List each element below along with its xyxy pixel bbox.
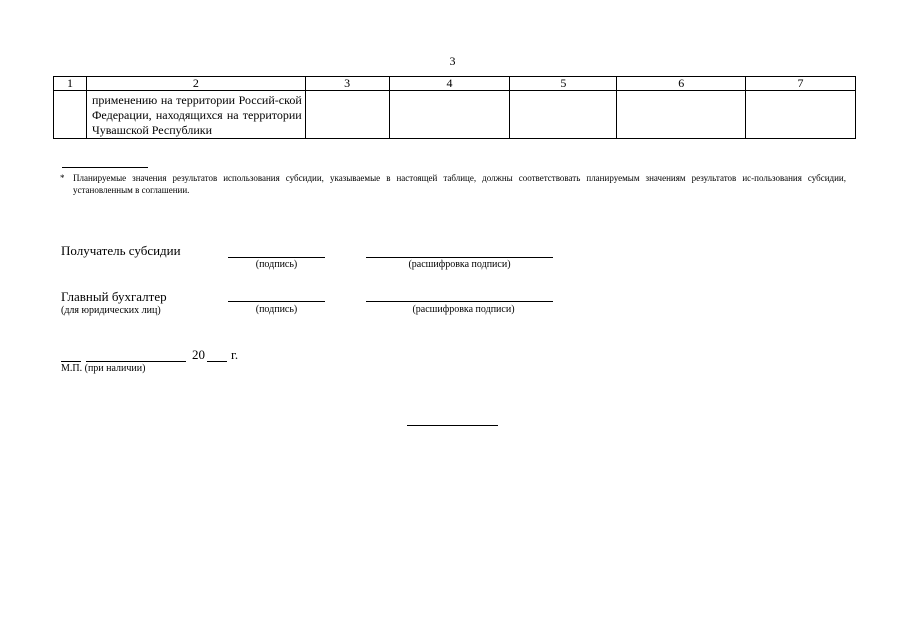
column-header: 6 bbox=[617, 77, 746, 91]
column-header: 7 bbox=[746, 77, 856, 91]
date-year-line bbox=[207, 361, 227, 362]
accountant-signature-line bbox=[228, 301, 325, 302]
date-day-line bbox=[61, 361, 81, 362]
footnote-marker: * bbox=[60, 173, 65, 183]
recipient-decode-caption: (расшифровка подписи) bbox=[408, 259, 511, 270]
table-cell bbox=[510, 91, 617, 139]
stamp-caption: М.П. (при наличии) bbox=[61, 363, 146, 374]
column-header: 4 bbox=[389, 77, 510, 91]
date-year-suffix: г. bbox=[231, 347, 239, 362]
footnote-text: Планируемые значения результатов использования субсидии, указываемые в настоящей таблице, должны соответствовать планируемым значениям результатов ис-пользования субсидии, установленным в соглашении. bbox=[73, 173, 846, 195]
footnote-separator bbox=[62, 167, 148, 168]
table-row bbox=[54, 91, 856, 139]
results-table bbox=[53, 76, 856, 139]
column-header: 5 bbox=[510, 77, 617, 91]
table-cell bbox=[305, 91, 389, 139]
column-header: 3 bbox=[305, 77, 389, 91]
accountant-note: (для юридических лиц) bbox=[61, 305, 161, 316]
table-cell bbox=[746, 91, 856, 139]
date-month-line bbox=[86, 361, 186, 362]
indicator-description: применению на территории Россий-ской Федерации, находящихся на территории Чувашской Республики bbox=[91, 93, 302, 137]
recipient-decode-line bbox=[366, 257, 553, 258]
date-year-prefix: 20 bbox=[192, 347, 205, 362]
accountant-decode-caption: (расшифровка подписи) bbox=[412, 304, 515, 315]
column-header: 1 bbox=[54, 77, 87, 91]
table-cell bbox=[389, 91, 510, 139]
column-header: 2 bbox=[86, 77, 305, 91]
page-number: 3 bbox=[449, 54, 456, 68]
accountant-decode-line bbox=[366, 301, 553, 302]
recipient-signature-caption: (подпись) bbox=[255, 259, 298, 270]
table-cell bbox=[54, 91, 87, 139]
accountant-signature-caption: (подпись) bbox=[255, 304, 298, 315]
recipient-signature-line bbox=[228, 257, 325, 258]
footnote bbox=[60, 172, 846, 196]
accountant-label: Главный бухгалтер bbox=[61, 289, 167, 304]
table-cell bbox=[86, 91, 305, 139]
table-cell bbox=[617, 91, 746, 139]
recipient-label: Получатель субсидии bbox=[61, 243, 181, 258]
end-rule bbox=[407, 425, 498, 426]
table-header-row bbox=[54, 77, 856, 91]
